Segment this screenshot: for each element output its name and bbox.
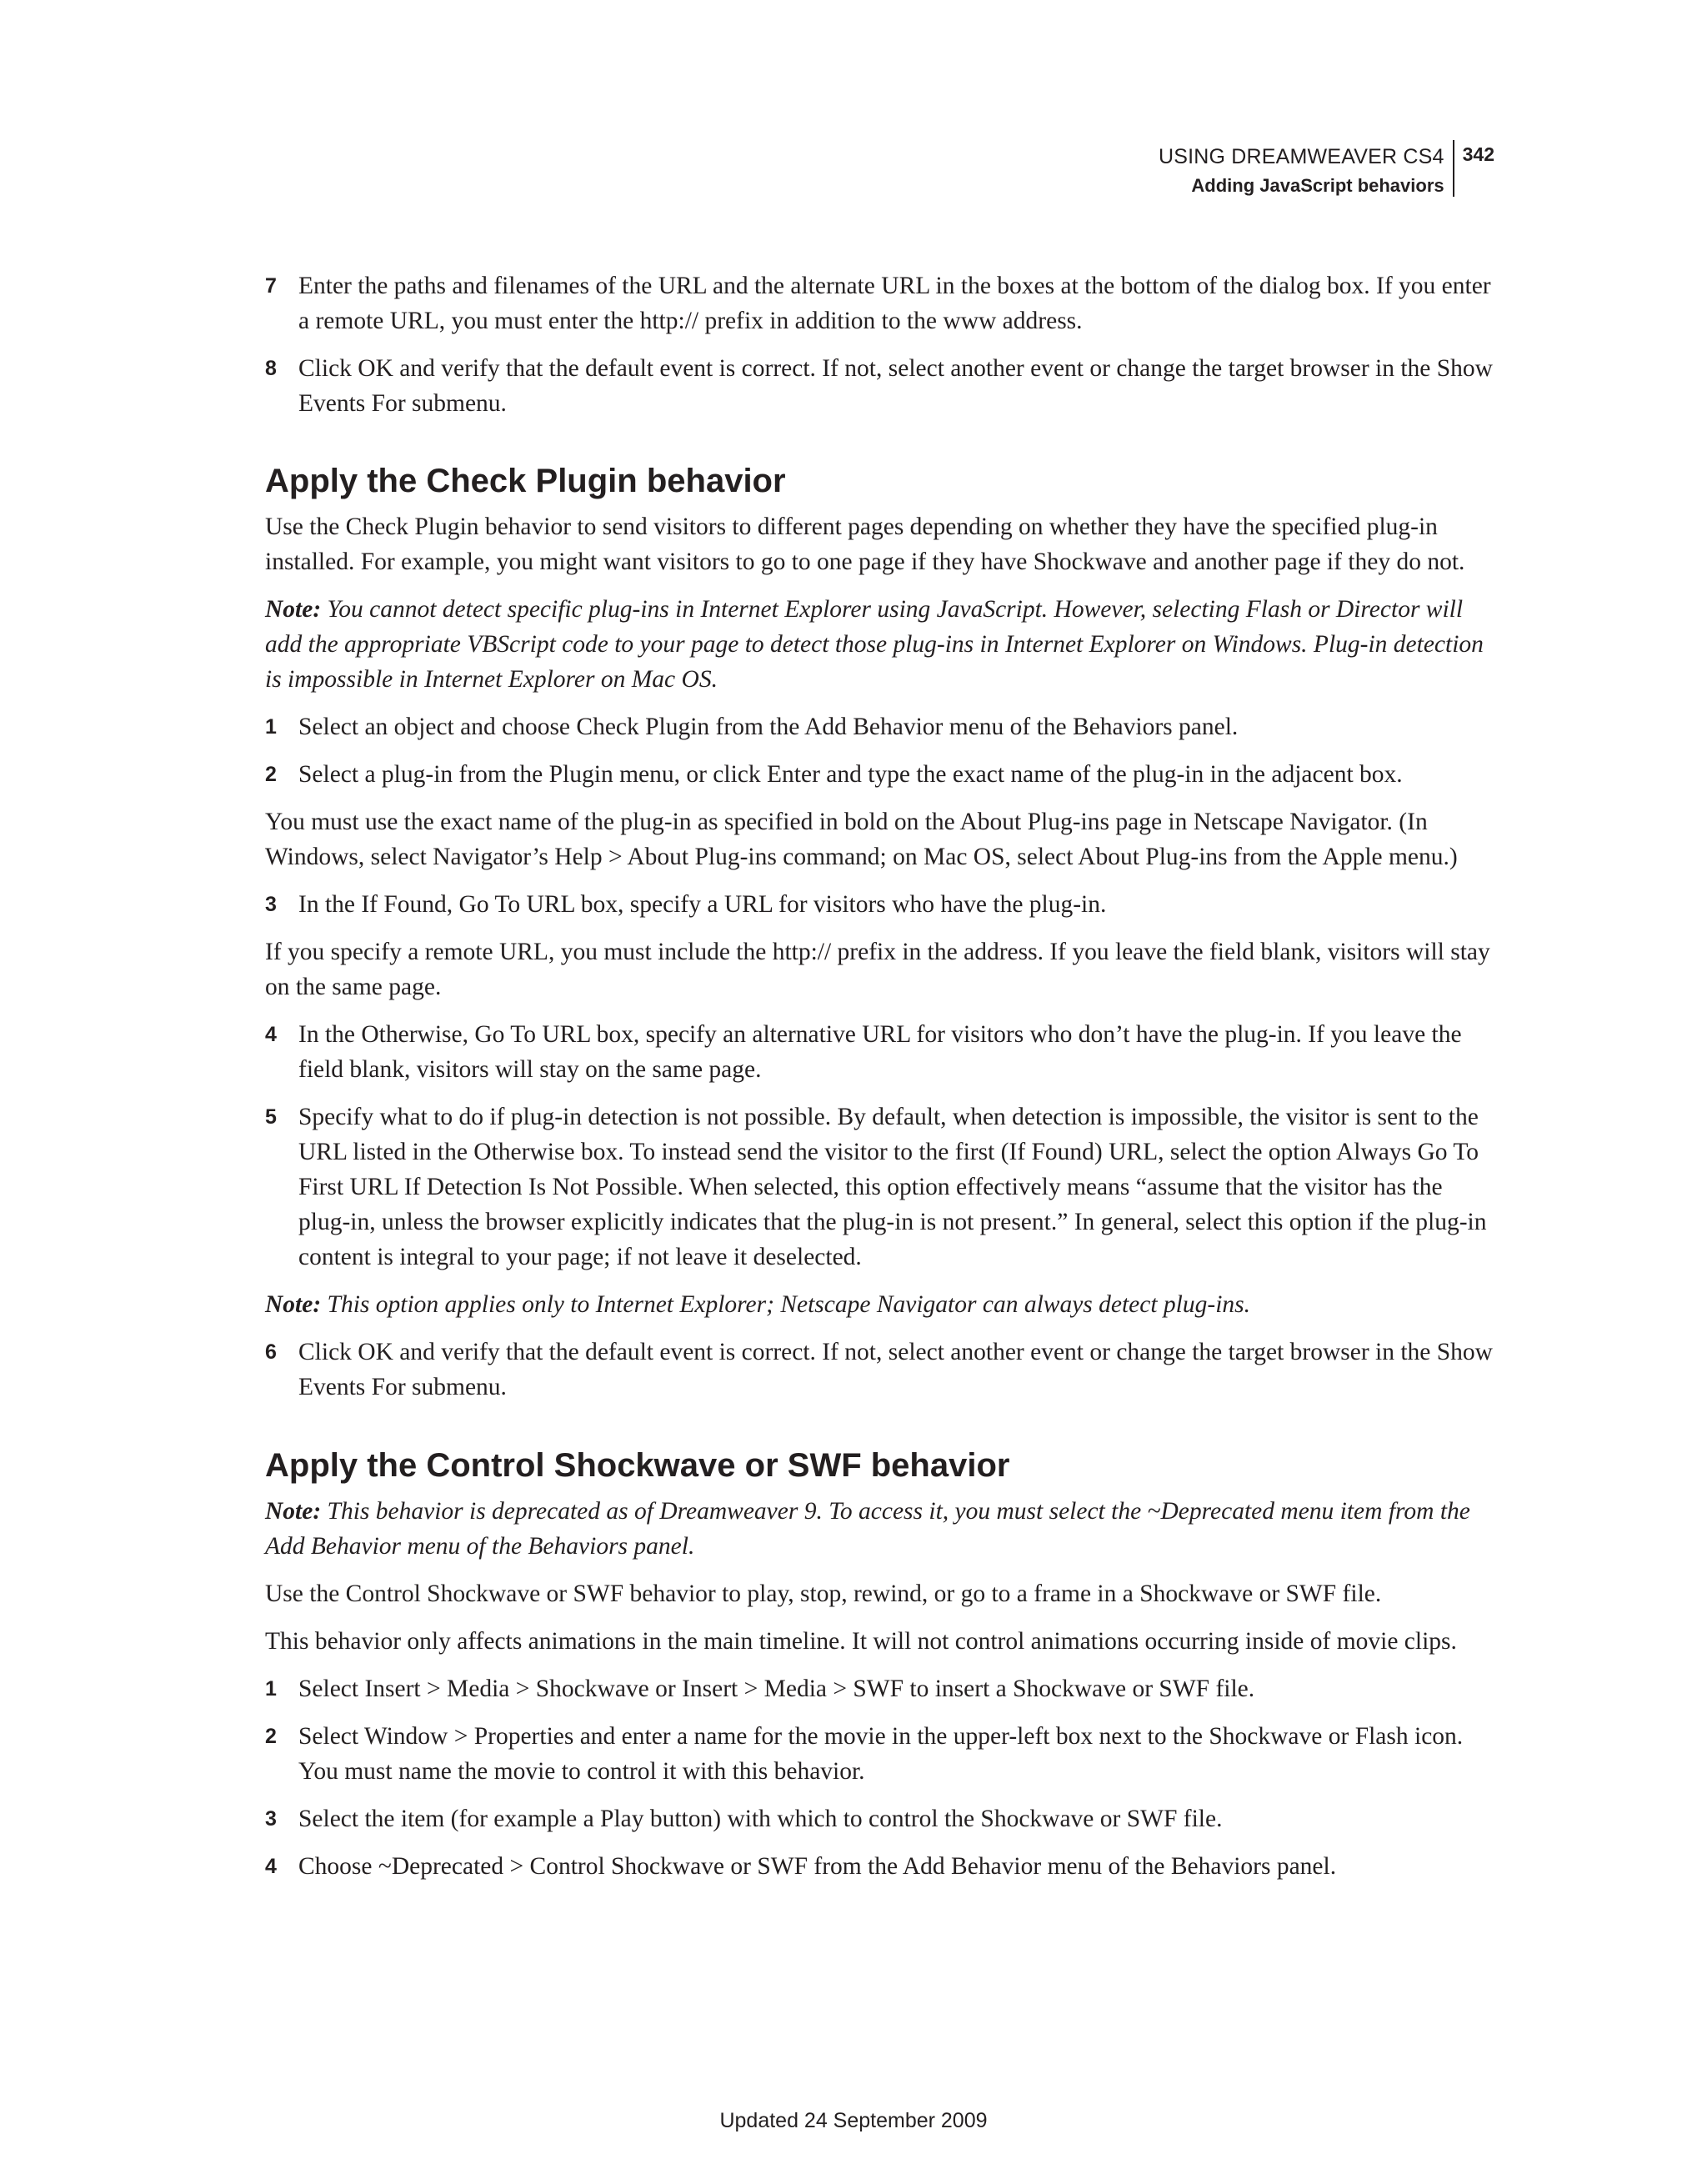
- step-text: Select Window > Properties and enter a name for the movie in the upper-left box next to the Shockwave or Flash icon. You must name the movie to control it with this behavior.: [298, 1723, 1464, 1785]
- plugin-step-6: [265, 1335, 1499, 1405]
- step-number: 5: [265, 1105, 277, 1129]
- running-header: [1159, 140, 1494, 197]
- paragraph-main-timeline: This behavior only affects animations in the main timeline. It will not control animations occurring inside of movie clips.: [265, 1628, 1457, 1655]
- step-text: Choose ~Deprecated > Control Shockwave or SWF from the Add Behavior menu of the Behaviors panel.: [298, 1853, 1337, 1880]
- note-internet-explorer-only: [265, 1287, 1499, 1322]
- check-plugin-intro: Use the Check Plugin behavior to send visitors to different pages depending on whether they have the specified plug-in installed. For example, you might want visitors to go to one page if they have Shockwave and another page if they do not.: [265, 513, 1465, 575]
- heading-check-plugin: Apply the Check Plugin behavior: [265, 463, 786, 499]
- heading-control-shockwave: Apply the Control Shockwave or SWF behavior: [265, 1447, 1010, 1484]
- step-text: Select Insert > Media > Shockwave or Insert > Media > SWF to insert a Shockwave or SWF file.: [298, 1676, 1255, 1702]
- step-text: Click OK and verify that the default event is correct. If not, select another event or change the target browser in the Show Events For submenu.: [298, 355, 1493, 417]
- step-7: [265, 268, 1499, 338]
- shockwave-step-3: [265, 1801, 1499, 1836]
- step-8: [265, 351, 1499, 421]
- note-deprecated: [265, 1494, 1499, 1564]
- step-text: In the If Found, Go To URL box, specify a URL for visitors who have the plug-in.: [298, 891, 1107, 918]
- step-number: 8: [265, 357, 277, 380]
- step-number: 4: [265, 1855, 277, 1878]
- note-javascript-detection: [265, 592, 1499, 697]
- plugin-step-2: [265, 757, 1499, 792]
- page-content: [265, 268, 1499, 1896]
- step-text: Select the item (for example a Play button) with which to control the Shockwave or SWF file.: [298, 1806, 1223, 1832]
- step-number: 6: [265, 1340, 277, 1364]
- step-number: 1: [265, 1677, 277, 1701]
- header-text-block: [1159, 140, 1454, 197]
- step-number: 3: [265, 1807, 277, 1831]
- paragraph-control-usage: Use the Control Shockwave or SWF behavior to play, stop, rewind, or go to a frame in a Shockwave or SWF file.: [265, 1580, 1382, 1607]
- shockwave-step-2: [265, 1719, 1499, 1789]
- plugin-step-3: [265, 887, 1499, 922]
- plugin-step-1: [265, 709, 1499, 744]
- note-label: Note:: [265, 1291, 322, 1318]
- step-text: Select a plug-in from the Plugin menu, or click Enter and type the exact name of the plug-in in the adjacent box.: [298, 761, 1403, 788]
- step-text: Specify what to do if plug-in detection is not possible. By default, when detection is impossible, the visitor is sent to the URL listed in the Otherwise box. To instead send the visitor to the first (If Found) URL, select the option Always Go To First URL If Detection Is Not Possible. When selected, this option effectively means “assume that the visitor has the plug-in, unless the browser explicitly indicates that the plug-in is not present.” In general, select this option if the plug-in content is integral to your page; if not leave it deselected.: [298, 1104, 1487, 1270]
- step-text: Click OK and verify that the default event is correct. If not, select another event or change the target browser in the Show Events For submenu.: [298, 1339, 1493, 1400]
- note-text: You cannot detect specific plug-ins in Internet Explorer using JavaScript. However, selecting Flash or Director will add the appropriate VBScript code to your page to detect those plug-ins in Internet Explorer on Windows. Plug-in detection is impossible in Internet Explorer on Mac OS.: [265, 596, 1484, 693]
- note-label: Note:: [265, 1498, 322, 1525]
- step-text: Enter the paths and filenames of the URL and the alternate URL in the boxes at the bottom of the dialog box. If you enter a remote URL, you must enter the http:// prefix in addition to the www address.: [298, 273, 1491, 334]
- paragraph-remote-url: If you specify a remote URL, you must include the http:// prefix in the address. If you leave the field blank, visitors will stay on the same page.: [265, 939, 1490, 1000]
- section-title: Adding JavaScript behaviors: [1191, 175, 1444, 196]
- note-text: This option applies only to Internet Explorer; Netscape Navigator can always detect plug-ins.: [327, 1291, 1251, 1318]
- page-number: 342: [1462, 143, 1494, 165]
- note-label: Note:: [265, 596, 322, 623]
- shockwave-step-1: [265, 1671, 1499, 1706]
- footer-updated-date: Updated 24 September 2009: [719, 2109, 988, 2132]
- step-text: In the Otherwise, Go To URL box, specify an alternative URL for visitors who don’t have the plug-in. If you leave the field blank, visitors will stay on the same page.: [298, 1021, 1462, 1083]
- note-text: This behavior is deprecated as of Dreamweaver 9. To access it, you must select the ~Deprecated menu item from the Add Behavior menu of the Behaviors panel.: [265, 1498, 1470, 1560]
- book-title: USING DREAMWEAVER CS4: [1158, 145, 1444, 168]
- step-number: 2: [265, 763, 277, 786]
- step-number: 3: [265, 893, 277, 916]
- plugin-step-5: [265, 1100, 1499, 1275]
- step-number: 4: [265, 1023, 277, 1046]
- step-number: 1: [265, 715, 277, 739]
- plugin-step-4: [265, 1017, 1499, 1087]
- shockwave-step-4: [265, 1849, 1499, 1884]
- step-number: 2: [265, 1725, 277, 1748]
- step-text: Select an object and choose Check Plugin from the Add Behavior menu of the Behaviors panel.: [298, 714, 1239, 740]
- paragraph-exact-name: You must use the exact name of the plug-in as specified in bold on the About Plug-ins page in Netscape Navigator. (In Windows, select Navigator’s Help > About Plug-ins command; on Mac OS, select About Plug-ins from the Apple menu.): [265, 809, 1458, 870]
- step-number: 7: [265, 274, 277, 298]
